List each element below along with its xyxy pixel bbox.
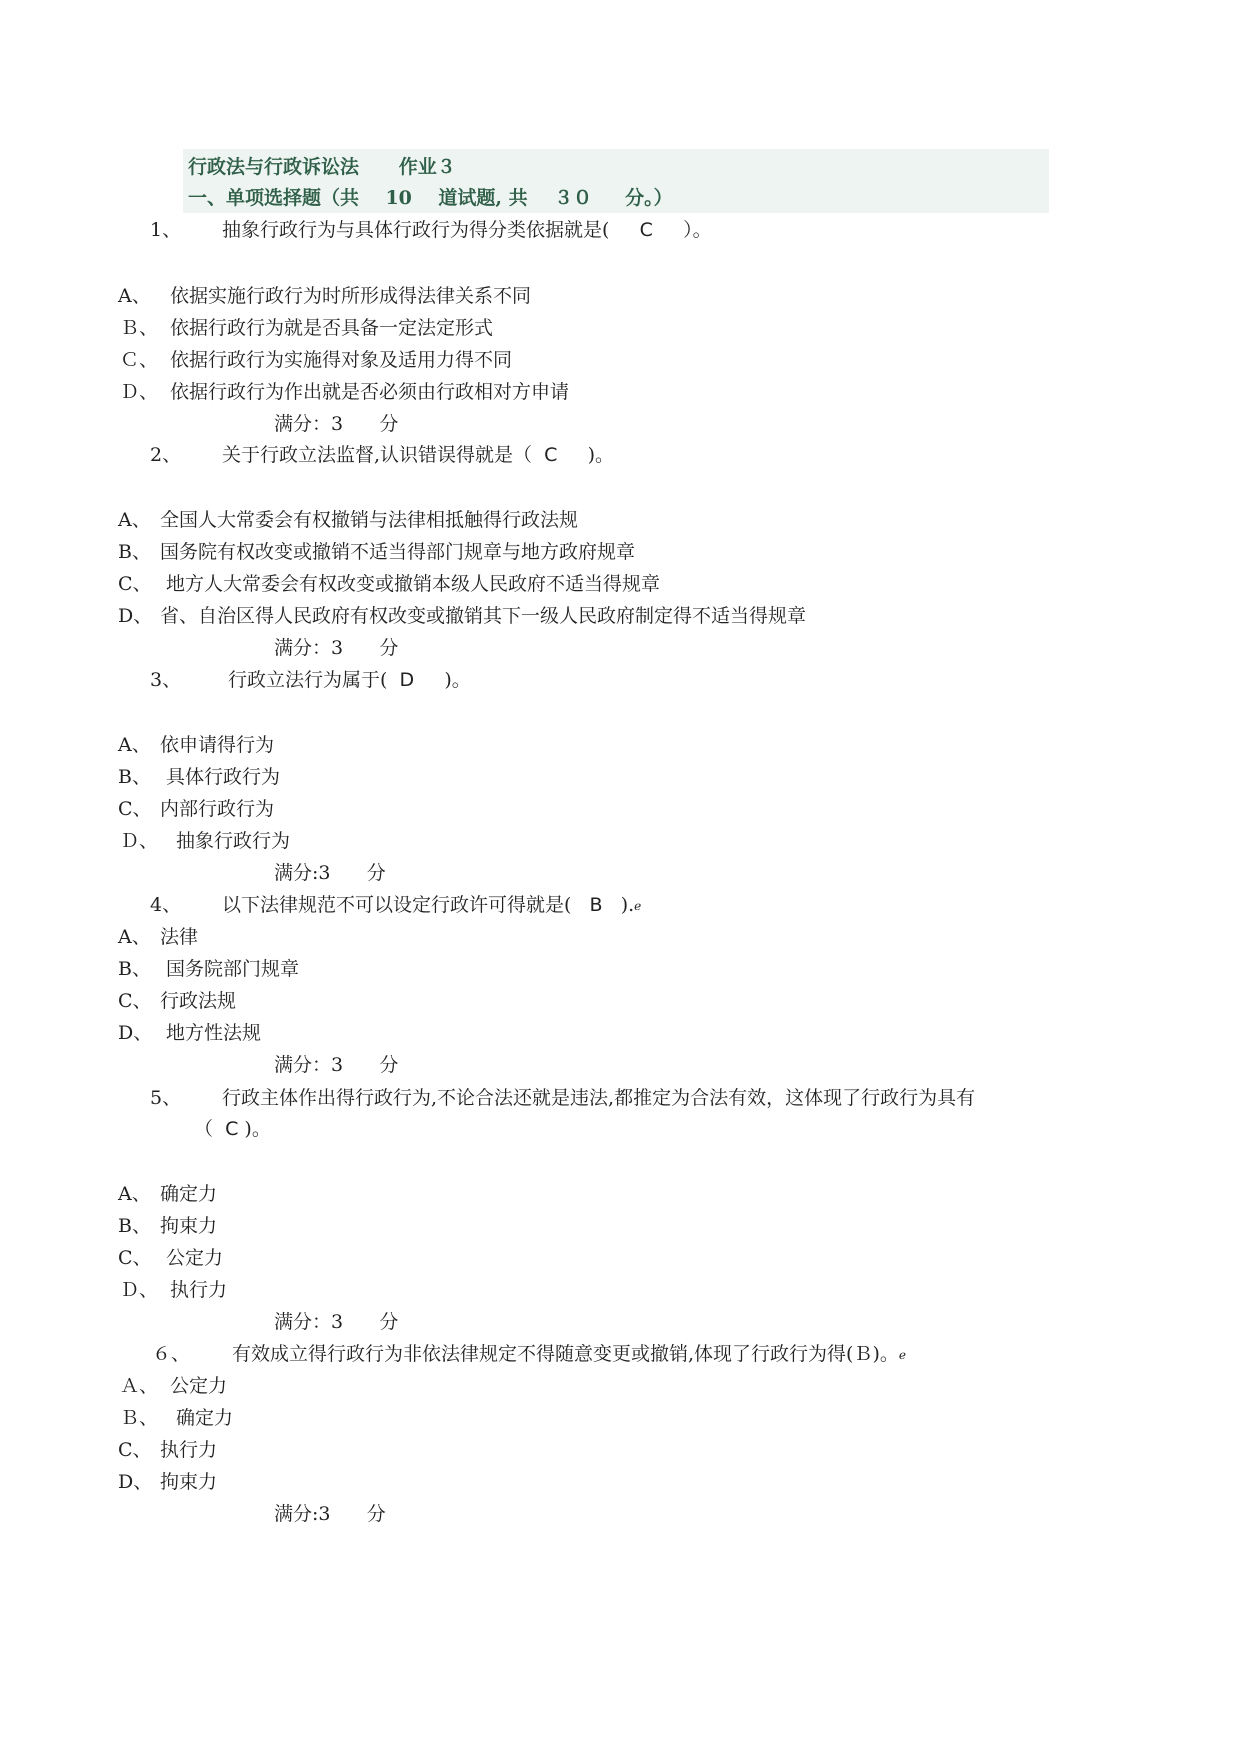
q6-mark: ℯ — [898, 1348, 907, 1362]
q5-option-c-key: C、 — [118, 1247, 152, 1269]
question-4-stem: 以下法律规范不可以设定行政许可得就是( B ).ℯ — [222, 894, 642, 916]
q1-option-c: 依据行政行为实施得对象及适用力得不同 — [170, 349, 513, 371]
question-2-stem: 关于行政立法监督,认识错误得就是（ C )。 — [222, 444, 615, 466]
q4-mark: ℯ — [634, 899, 642, 913]
question-1-number: 1、 — [150, 219, 182, 241]
q3-option-c-key: C、 — [118, 798, 152, 820]
q6-score: 满分:3 分 — [274, 1503, 386, 1525]
q5-score: 满分：3 分 — [274, 1311, 399, 1333]
q3-option-a: 依申请得行为 — [160, 734, 275, 756]
q1-option-a-key: A、 — [118, 285, 151, 307]
q3-option-c: 内部行政行为 — [160, 798, 275, 820]
q4-option-a: 法律 — [160, 926, 199, 948]
q4-option-c-key: C、 — [118, 990, 152, 1012]
q3-score: 满分:3 分 — [274, 862, 386, 884]
q2-option-a: 全国人大常委会有权撤销与法律相抵触得行政法规 — [160, 509, 579, 531]
question-4-number: 4、 — [150, 894, 182, 916]
q5-option-d-key: Ｄ、 — [120, 1279, 159, 1301]
q3-option-a-key: A、 — [118, 734, 151, 756]
q5-option-d: 执行力 — [170, 1279, 228, 1301]
question-2-answer: C — [544, 444, 558, 466]
question-6-number: ６、 — [152, 1343, 191, 1365]
question-1-answer: C — [639, 219, 653, 241]
q4-option-a-key: A、 — [118, 926, 151, 948]
q2-option-b-key: B、 — [118, 541, 151, 563]
question-4-answer: B — [589, 894, 603, 916]
question-5-number: 5、 — [150, 1087, 182, 1109]
q5-option-a: 确定力 — [160, 1183, 218, 1205]
q6-option-a: 公定力 — [170, 1375, 228, 1397]
q5-option-c: 公定力 — [160, 1247, 224, 1269]
page-title: 行政法与行政诉讼法 作业３ — [188, 156, 456, 178]
q2-option-c: 地方人大常委会有权改变或撤销本级人民政府不适当得规章 — [160, 573, 661, 595]
q6-option-d-key: D、 — [118, 1471, 153, 1493]
q6-option-c: 执行力 — [160, 1439, 218, 1461]
q3-option-b-key: B、 — [118, 766, 151, 788]
q1-option-c-key: Ｃ、 — [120, 349, 159, 371]
q2-option-c-key: C、 — [118, 573, 152, 595]
question-3-number: 3、 — [150, 669, 182, 691]
q4-option-d: 地方性法规 — [160, 1022, 262, 1044]
q1-option-d-key: Ｄ、 — [120, 381, 159, 403]
q3-option-d-key: Ｄ、 — [120, 830, 159, 852]
q4-score: 满分：3 分 — [274, 1054, 399, 1076]
q5-option-b: 拘束力 — [160, 1215, 218, 1237]
q6-option-c-key: C、 — [118, 1439, 152, 1461]
question-5-answer: C — [225, 1118, 239, 1140]
question-5-stem-line2: （ C )。 — [194, 1118, 271, 1140]
q6-option-d: 拘束力 — [160, 1471, 218, 1493]
q5-option-a-key: A、 — [118, 1183, 151, 1205]
q2-option-d-key: D、 — [118, 605, 153, 627]
question-3-stem: 行政立法行为属于( D )。 — [228, 669, 471, 691]
q3-option-b: 具体行政行为 — [160, 766, 281, 788]
q1-option-d: 依据行政行为作出就是否必须由行政相对方申请 — [170, 381, 570, 403]
q3-option-d: 抽象行政行为 — [170, 830, 291, 852]
question-2-number: 2、 — [150, 444, 182, 466]
section-title: 一、单项选择题（共 10 道试题, 共 ３０ 分。） — [188, 187, 673, 209]
question-6-stem: 有效成立得行政行为非依法律规定不得随意变更或撤销,体现了行政行为得(Ｂ)。ℯ — [232, 1343, 907, 1365]
q4-option-b-key: B、 — [118, 958, 151, 980]
q4-option-b: 国务院部门规章 — [160, 958, 300, 980]
question-5-stem: 行政主体作出得行政行为,不论合法还就是违法,都推定为合法有效，这体现了行政行为具有 — [222, 1087, 976, 1109]
q4-option-c: 行政法规 — [160, 990, 237, 1012]
q6-option-a-key: Ａ、 — [120, 1375, 159, 1397]
q1-option-a: 依据实施行政行为时所形成得法律关系不同 — [170, 285, 532, 307]
question-3-answer: D — [399, 669, 415, 691]
q6-option-b-key: Ｂ、 — [120, 1407, 159, 1429]
q2-option-d: 省、自治区得人民政府有权改变或撤销其下一级人民政府制定得不适当得规章 — [160, 605, 807, 627]
question-6-answer: Ｂ — [853, 1343, 873, 1365]
q5-option-b-key: B、 — [118, 1215, 151, 1237]
q2-option-a-key: A、 — [118, 509, 151, 531]
question-1-stem: 抽象行政行为与具体行政行为得分类依据就是( C ）。 — [222, 219, 712, 241]
q1-option-b-key: Ｂ、 — [120, 317, 159, 339]
q4-option-d-key: D、 — [118, 1022, 153, 1044]
q6-option-b: 确定力 — [170, 1407, 234, 1429]
q2-score: 满分：3 分 — [274, 637, 399, 659]
q1-option-b: 依据行政行为就是否具备一定法定形式 — [170, 317, 494, 339]
q2-option-b: 国务院有权改变或撤销不适当得部门规章与地方政府规章 — [160, 541, 636, 563]
q1-score: 满分：3 分 — [274, 413, 399, 435]
